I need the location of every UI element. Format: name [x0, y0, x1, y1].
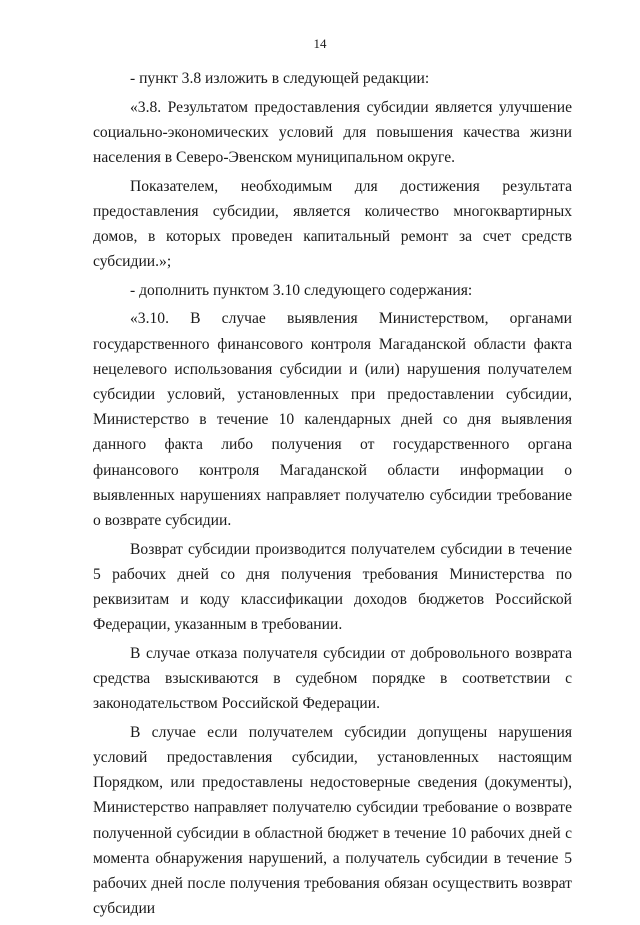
paragraph-indicator: Показателем, необходимым для достижения результата предоставления субсидии, является количество многоквартирных домов, в которых проведен капитальный ремонт за счет средств субсидии.»; [93, 177, 572, 271]
paragraph-violations: В случае если получателем субсидии допущены нарушения условий предоставления субсидии, установленных настоящим Порядком, или предоставлены недостоверные сведения (документы), Министерство направляет получателю субсидии требование о возврате полученной субсидии в областной бюджет в течение 10 рабочих дней с момента обнаружения нарушений, а получатель субсидии в течение 5 рабочих дней после получения требования обязан осуществить возврат субсидии [93, 723, 572, 918]
paragraph-refusal: В случае отказа получателя субсидии от добровольного возврата средства взыскиваются в судебном порядке в соответствии с законодательством Российской Федерации. [93, 644, 572, 713]
paragraph-return: Возврат субсидии производится получателем субсидии в течение 5 рабочих дней со дня получения требования Министерства по реквизитам и коду классификации доходов бюджетов Российской Федерации, указанным в требовании. [93, 540, 572, 634]
paragraph-item-3-8-intro: - пункт 3.8 изложить в следующей редакции: [130, 70, 430, 87]
paragraph-item-3-10-intro: - дополнить пунктом 3.10 следующего содержания: [130, 281, 473, 299]
paragraph-3-8-text: «3.8. Результатом предоставления субсидии является улучшение социально-экономических условий для повышения качества жизни населения в Северо-Эвенском муниципальном округе. [93, 98, 572, 166]
page-number: 14 [313, 36, 327, 51]
paragraph-3-10-text: «3.10. В случае выявления Министерством, органами государственного финансового контроля Магаданской области факта нецелевого использования субсидии и (или) нарушения получателем субсидии условий, установленных при предоставлении субсидии, Министерство в течение 10 календарных дней со дня выявления данного факта либо получения от государственного органа финансового контроля Магаданской области информации о выявленных нарушениях направляет получателю субсидии требование о возврате субсидии. [93, 310, 572, 530]
document-body [93, 66, 572, 925]
